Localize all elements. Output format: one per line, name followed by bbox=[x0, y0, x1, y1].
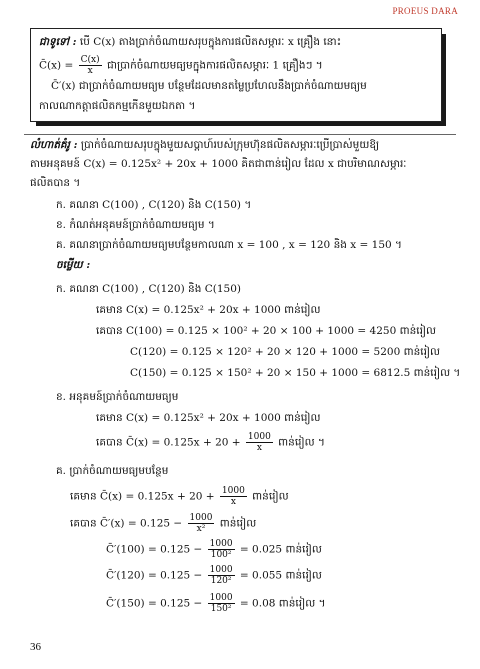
fraction-denominator: x² bbox=[196, 524, 206, 534]
exercise-item-a: ក. គណនា C(100) , C(120) និង C(150) ។ bbox=[56, 199, 252, 211]
answer-c1-tail: ពាន់រៀល bbox=[252, 490, 289, 503]
exercise-line-1 bbox=[30, 138, 379, 152]
answer-b-line-1: គេមាន C(x) = 0.125x² + 20x + 1000 ពាន់រៀល bbox=[96, 412, 321, 424]
answer-c3-tail: = 0.025 ពាន់រៀល bbox=[239, 543, 322, 556]
answer-c-line-1 bbox=[70, 486, 289, 507]
exercise-line-2: តាមអនុគមន៍ C(x) = 0.125x² + 20x + 1000 គិតជាពាន់រៀល ដែល x ជាបរិមាណសម្ភារៈ bbox=[30, 158, 407, 170]
definition-line-3: C̄′(x) ជាប្រាក់ចំណាយមធ្យម បន្ថែមដែលមានតម្លៃប្រហែលនឹងប្រាក់ចំណាយមធ្យម bbox=[51, 80, 367, 92]
definition-box-frame bbox=[30, 28, 442, 122]
definition-line-4: កាលណាកត្តាផលិតកម្មកើនមួយឯកតា ។ bbox=[39, 100, 196, 112]
answer-c3-fraction bbox=[208, 539, 235, 560]
definition-title: ជាទូទៅ : bbox=[39, 36, 77, 48]
answer-a-title: ក. គណនា C(100) , C(120) និង C(150) bbox=[56, 283, 241, 295]
answer-c5-tail: = 0.08 ពាន់រៀល ។ bbox=[239, 597, 326, 610]
definition-line-2 bbox=[39, 55, 323, 76]
header-brand: PROEUS DARA bbox=[392, 6, 458, 16]
answer-b-fraction bbox=[246, 432, 273, 453]
answer-b-formula-lhs: គេបាន C̄(x) = 0.125x + 20 + bbox=[96, 436, 241, 449]
fraction-denominator: x bbox=[87, 66, 93, 76]
exercise-line-3: ផលិតបាន ។ bbox=[30, 177, 81, 189]
answer-a-line-1: គេមាន C(x) = 0.125x² + 20x + 1000 ពាន់រៀល bbox=[96, 304, 321, 316]
answer-c-line-4 bbox=[106, 565, 322, 586]
answer-c4-fraction bbox=[208, 565, 235, 586]
answer-a-line-2: គេបាន C(100) = 0.125 × 100² + 20 × 100 + 1000 = 4250 ពាន់រៀល bbox=[96, 325, 437, 337]
fraction-numerator: C(x) bbox=[80, 55, 100, 65]
answer-b-line-2 bbox=[96, 432, 325, 453]
answer-c5-fraction bbox=[208, 593, 235, 614]
definition-text-2: ជាប្រាក់ចំណាយមធ្យមក្នុងការផលិតសម្ភារៈ 1 គ្រឿងៗ ។ bbox=[106, 59, 323, 72]
definition-box bbox=[30, 28, 446, 126]
answer-c-line-5 bbox=[106, 593, 326, 614]
fraction-numerator: 1000 bbox=[209, 565, 233, 575]
answer-c2-fraction bbox=[188, 513, 215, 534]
answer-c4-tail: = 0.055 ពាន់រៀល bbox=[239, 569, 322, 582]
answer-c-line-3 bbox=[106, 539, 322, 560]
answer-c5-lhs: C̄′(150) = 0.125 − bbox=[106, 597, 203, 610]
answer-c2-lhs: គេបាន C̄′(x) = 0.125 − bbox=[70, 517, 183, 530]
page-number: 36 bbox=[30, 641, 41, 653]
definition-fraction bbox=[79, 55, 102, 76]
answer-label: ចម្លើយ : bbox=[56, 259, 91, 271]
fraction-numerator: 1000 bbox=[221, 486, 245, 496]
definition-formula-lhs: C̄(x) = bbox=[39, 59, 74, 72]
answer-c1-lhs: គេមាន C̄(x) = 0.125x + 20 + bbox=[70, 490, 215, 503]
answer-c-line-2 bbox=[70, 513, 256, 534]
exercise-item-b: ខ. កំណត់អនុគមន៍ប្រាក់ចំណាយមធ្យម ។ bbox=[56, 219, 215, 231]
answer-c-title: គ. ប្រាក់ចំណាយមធ្យមបន្ថែម bbox=[56, 465, 169, 477]
exercise-text-1: ប្រាក់ចំណាយសរុបក្នុងមួយសប្តាហ៍របស់ក្រុមហ៊ុនផលិតសម្ភារៈប្រើប្រាស់មួយឱ្យ bbox=[80, 139, 380, 151]
answer-a-line-4: C(150) = 0.125 × 150² + 20 × 150 + 1000 = 6812.5 ពាន់រៀល ។ bbox=[130, 367, 461, 379]
answer-b-title: ខ. អនុគមន៍ប្រាក់ចំណាយមធ្យម bbox=[56, 391, 179, 403]
answer-b-formula-tail: ពាន់រៀល ។ bbox=[278, 436, 325, 449]
fraction-numerator: 1000 bbox=[209, 539, 233, 549]
answer-a-line-3: C(120) = 0.125 × 120² + 20 × 120 + 1000 = 5200 ពាន់រៀល bbox=[130, 346, 441, 358]
exercise-label: លំហាត់គំរូ : bbox=[30, 139, 78, 151]
definition-line-1 bbox=[39, 35, 341, 49]
fraction-denominator: 120² bbox=[210, 576, 232, 586]
definition-text-1: បើ C(x) តាងប្រាក់ចំណាយសរុបក្នុងការផលិតសម្ភារៈ x គ្រឿង នោះ bbox=[79, 36, 342, 48]
answer-c2-tail: ពាន់រៀល bbox=[219, 517, 257, 530]
answer-c3-lhs: C̄′(100) = 0.125 − bbox=[106, 543, 203, 556]
fraction-numerator: 1000 bbox=[209, 593, 233, 603]
fraction-numerator: 1000 bbox=[247, 432, 271, 442]
fraction-numerator: 1000 bbox=[189, 513, 213, 523]
fraction-denominator: 100² bbox=[210, 550, 232, 560]
answer-c4-lhs: C̄′(120) = 0.125 − bbox=[106, 569, 203, 582]
answer-c1-fraction bbox=[220, 486, 247, 507]
section-divider bbox=[24, 134, 456, 135]
fraction-denominator: x bbox=[230, 497, 236, 507]
exercise-item-c: គ. គណនាប្រាក់ចំណាយមធ្យមបន្ថែមកាលណា x = 100 , x = 120 និង x = 150 ។ bbox=[56, 239, 402, 251]
fraction-denominator: x bbox=[256, 443, 262, 453]
fraction-denominator: 150² bbox=[210, 604, 232, 614]
